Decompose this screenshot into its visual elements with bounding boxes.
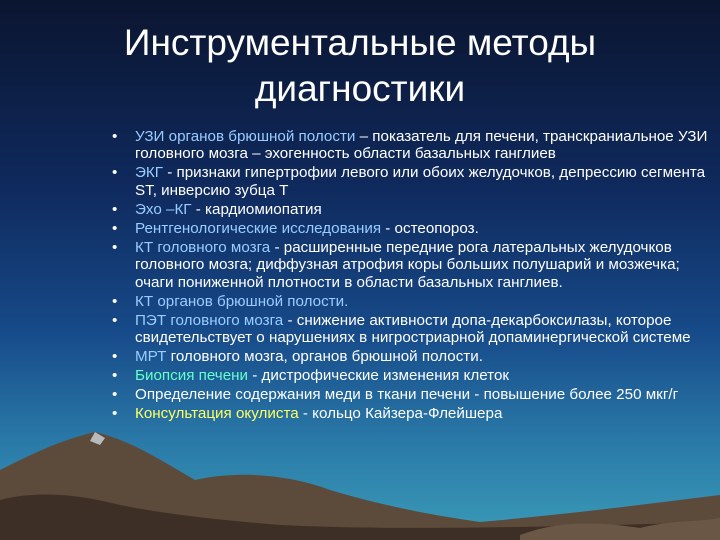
method-description: - расширенные передние рога латеральных желудочков головного мозга; диффузная атрофия коры больших полушарий и мозжечка; очаги пониженной плотности в области базальных ганглиев.: [135, 238, 680, 291]
list-item: [112, 293, 708, 310]
list-item: [112, 128, 708, 163]
bullet-icon: •: [112, 238, 118, 256]
bullet-icon: •: [112, 292, 118, 310]
bullet-icon: •: [112, 348, 118, 366]
method-description: - остеопороз.: [381, 219, 479, 237]
bullet-icon: •: [112, 128, 118, 145]
bullet-icon: •: [112, 311, 118, 329]
method-term: Рентгенологические исследования: [135, 219, 382, 237]
bullet-icon: •: [112, 219, 118, 237]
list-item: [112, 220, 708, 237]
method-term: Биопсия печени: [135, 367, 249, 385]
list-item: [112, 201, 708, 218]
list-item: [112, 164, 708, 199]
list-item: [112, 386, 708, 403]
bullet-icon: •: [112, 405, 118, 423]
method-description: - снижение активности допа-декарбоксилазы, которое свидетельствует о нарушениях в нигростриарной допаминергической системе: [135, 311, 691, 347]
method-term: УЗИ органов брюшной полости: [135, 128, 356, 145]
method-term: ПЭТ головного мозга: [135, 311, 284, 329]
method-description: - кардиомиопатия: [191, 200, 322, 218]
method-term: ЭКГ: [135, 164, 163, 182]
list-item: [112, 405, 708, 422]
list-item: [112, 367, 708, 384]
method-description: – показатель для печени, транскраниальное УЗИ головного мозга – эхогенность области базальных ганглиев: [135, 128, 708, 163]
method-term: Эхо –КГ: [135, 200, 192, 218]
method-description: - дистрофические изменения клеток: [248, 367, 510, 385]
method-term: Консультация окулиста: [135, 405, 299, 423]
method-term: КТ головного мозга: [135, 238, 271, 256]
list-item: [112, 312, 708, 347]
title-line-2: диагностики: [254, 68, 466, 109]
method-description: головного мозга, органов брюшной полости.: [166, 348, 483, 366]
list-item: [112, 348, 708, 365]
slide-title: [0, 20, 720, 112]
method-term: КТ органов брюшной полости.: [135, 292, 349, 310]
method-description: - признаки гипертрофии левого или обоих желудочков, депрессию сегмента ST, инверсию зубца Т: [135, 164, 706, 199]
method-description: Определение содержания меди в ткани печени - повышение более 250 мкг/г: [135, 386, 679, 404]
list-item: [112, 239, 708, 291]
bullet-icon: •: [112, 367, 118, 385]
method-term: МРТ: [135, 348, 167, 366]
bullet-icon: •: [112, 164, 118, 182]
bullet-icon: •: [112, 200, 118, 218]
bullet-icon: •: [112, 386, 118, 404]
methods-list: [112, 128, 708, 425]
title-line-1: Инструментальные методы: [123, 22, 597, 63]
method-description: - кольцо Кайзера-Флейшера: [298, 405, 503, 423]
